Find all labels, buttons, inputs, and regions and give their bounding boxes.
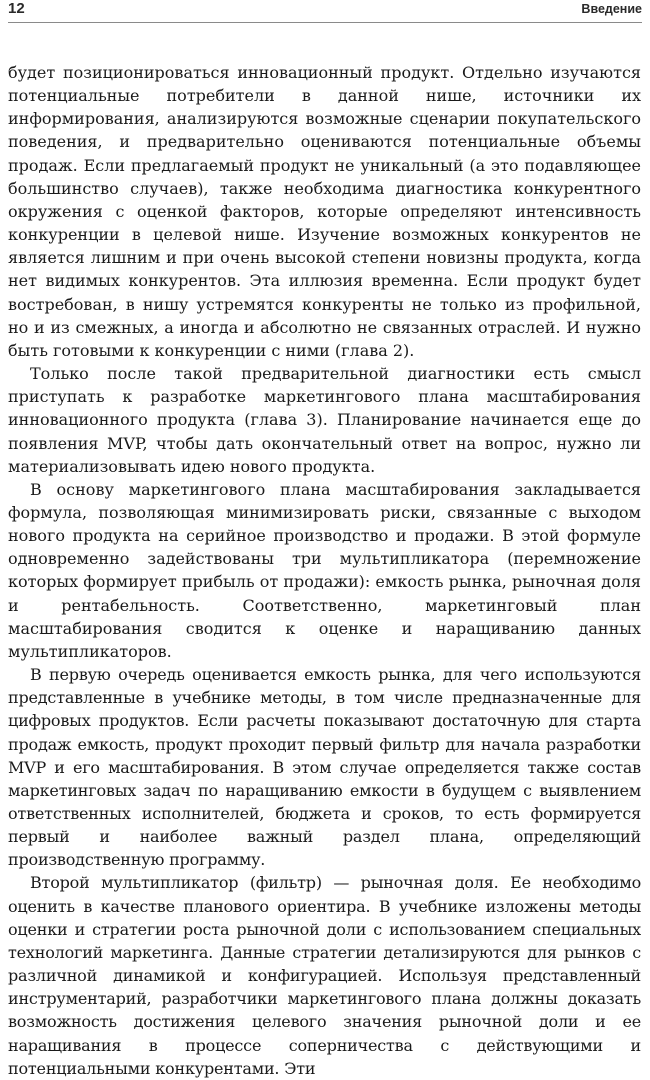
paragraph-1: будет позиционироваться инновационный продукт. Отдельно изучаются потенциальные потребители в данной нише, источники их информирования, анализируются возможные сценарии покупательского поведения, и предварительно оцениваются потенциальные объемы продаж. Если предлагаемый продукт не уникальный (а это подавляющее большинство случаев), также необходима диагностика конкурентного окружения с оценкой факторов, которые определяют интенсивность конкуренции в целевой нише. Изучение возможных конкурентов не является лишним и при очень высокой степени новизны продукта, когда нет видимых конкурентов. Эта иллюзия временна. Если продукт будет востребован, в нишу устремятся конкуренты не только из профильной, но и из смежных, а иногда и абсолютно не связанных отраслей. И нужно быть готовыми к конкуренции с ними (глава 2). [8, 63, 641, 360]
section-title: Введение [581, 2, 642, 16]
paragraph-4: В первую очередь оценивается емкость рынка, для чего используются представленные в учебнике методы, в том числе предназначенные для цифровых продуктов. Если расчеты показывают достаточную для старта продаж емкость, продукт проходит первый фильтр для начала разработки MVP и его масштабирования. В этом случае определяется также состав маркетинговых задач по наращиванию емкости в будущем с выявлением ответственных исполнителей, бюджета и сроков, то есть формируется первый и наиболее важный раздел плана, определяющий производственную программу. [8, 665, 641, 870]
body-text [8, 61, 641, 1080]
paragraph-2: Только после такой предварительной диагностики есть смысл приступать к разработке маркетингового плана масштабирования инновационного продукта (глава 3). Планирование начинается еще до появления MVP, чтобы дать окончательный ответ на вопрос, нужно ли материализовывать идею нового продукта. [8, 364, 641, 476]
paragraph-5: Второй мультипликатор (фильтр) — рыночная доля. Ее необходимо оценить в качестве планового ориентира. В учебнике изложены методы оценки и стратегии роста рыночной доли с использованием специальных технологий маркетинга. Данные стратегии детализируются для рынков с различной динамикой и конфигурацией. Используя представленный инструментарий, разработчики маркетингового плана должны доказать возможность достижения целевого значения рыночной доли и ее наращивания в процессе соперничества с действующими и потенциальными конкурентами. Эти [8, 873, 641, 1078]
page-number: 12 [8, 0, 25, 17]
paragraph-3: В основу маркетингового плана масштабирования закладывается формула, позволяющая минимизировать риски, связанные с выходом нового продукта на серийное производство и продажи. В этой формуле одновременно задействованы три мультипликатора (перемножение которых формирует прибыль от продажи): емкость рынка, рыночная доля и рентабельность. Соответственно, маркетинговый план масштабирования сводится к оценке и наращиванию данных мультипликаторов. [8, 479, 641, 661]
running-header [8, 0, 642, 23]
